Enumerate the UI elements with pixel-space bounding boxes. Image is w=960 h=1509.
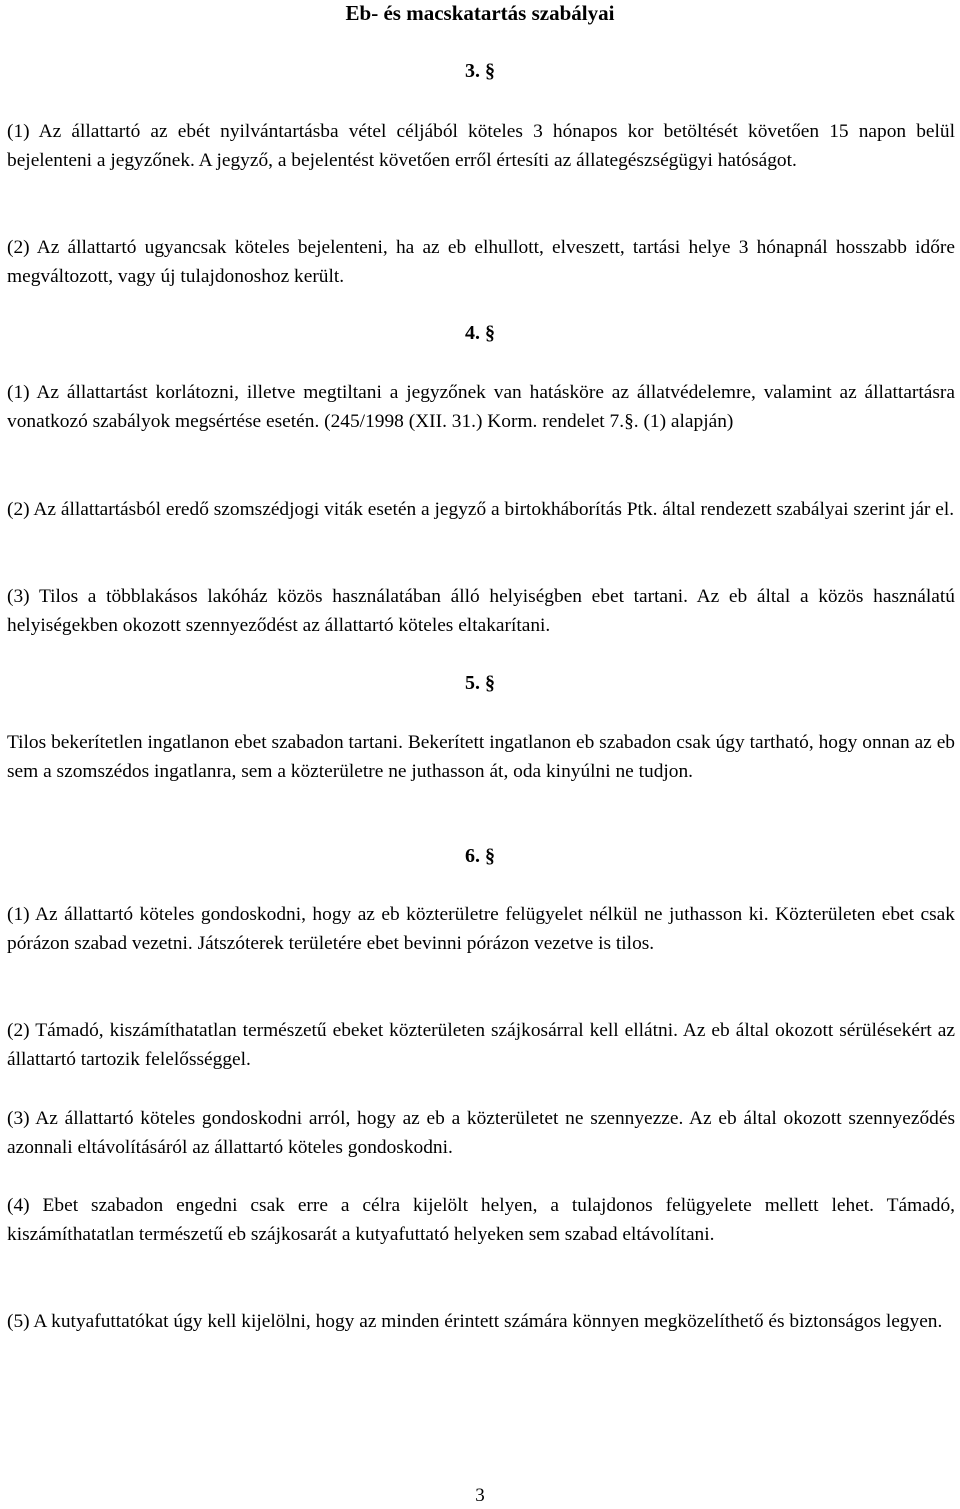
- paragraph-4-3: (3) Tilos a többlakásos lakóház közös használatában álló helyiségben ebet tartani. Az eb által a közös használatú helyiségekben okozott szennyeződést az állattartó köteles eltakarítani.: [7, 586, 955, 636]
- document-title: Eb- és macskatartás szabályai: [345, 1, 615, 25]
- section-heading-6: 6. §: [465, 845, 495, 867]
- paragraph-5: Tilos bekerítetlen ingatlanon ebet szabadon tartani. Bekerített ingatlanon eb szabadon csak úgy tartható, hogy onnan az eb sem a szomszédos ingatlanra, sem a közterületre ne juthasson át, oda kinyúlni ne tudjon.: [7, 732, 955, 782]
- paragraph-6-3: (3) Az állattartó köteles gondoskodni arról, hogy az eb a közterületet ne szennyezze. Az eb által okozott szennyeződés azonnali eltávolításáról az állattartó köteles gondoskodni.: [7, 1108, 955, 1158]
- paragraph-6-4: (4) Ebet szabadon engedni csak erre a célra kijelölt helyen, a tulajdonos felügyelete mellett lehet. Támadó, kiszámíthatatlan természetű eb szájkosarát a kutyafuttató helyeken sem szabad eltávolítani.: [7, 1195, 955, 1245]
- section-heading-3: 3. §: [465, 60, 495, 82]
- section-heading-5: 5. §: [465, 672, 495, 694]
- paragraph-3-1: (1) Az állattartó az ebét nyilvántartásba vétel céljából köteles 3 hónapos kor betöltését követően 15 napon belül bejelenteni a jegyzőnek. A jegyző, a bejelentést követően erről értesíti az állategészségügyi hatóságot.: [7, 121, 955, 171]
- page-number: 3: [475, 1485, 485, 1506]
- paragraph-6-2: (2) Támadó, kiszámíthatatlan természetű ebeket közterületen szájkosárral kell ellátni. Az eb által okozott sérülésekért az állattartó tartozik felelősséggel.: [7, 1020, 955, 1070]
- paragraph-4-1: (1) Az állattartást korlátozni, illetve megtiltani a jegyzőnek van hatásköre az állatvédelemre, valamint az állattartásra vonatkozó szabályok megsértése esetén. (245/1998 (XII. 31.) Korm. rendelet 7.§. (1) alapján): [7, 382, 955, 432]
- paragraph-6-1: (1) Az állattartó köteles gondoskodni, hogy az eb közterületre felügyelet nélkül ne juthasson ki. Közterületen ebet csak pórázon szabad vezetni. Játszóterek területére ebet bevinni pórázon vezetve is tilos.: [7, 904, 955, 954]
- section-heading-4: 4. §: [465, 322, 495, 344]
- paragraph-4-2: (2) Az állattartásból eredő szomszédjogi viták esetén a jegyző a birtokháborítás Ptk. által rendezett szabályai szerint jár el.: [7, 499, 955, 520]
- paragraph-3-2: (2) Az állattartó ugyancsak köteles bejelenteni, ha az eb elhullott, elveszett, tartási helye 3 hónapnál hosszabb időre megváltozott, vagy új tulajdonoshoz került.: [7, 237, 955, 287]
- paragraph-6-5: (5) A kutyafuttatókat úgy kell kijelölni, hogy az minden érintett számára könnyen megközelíthető és biztonságos legyen.: [7, 1311, 943, 1332]
